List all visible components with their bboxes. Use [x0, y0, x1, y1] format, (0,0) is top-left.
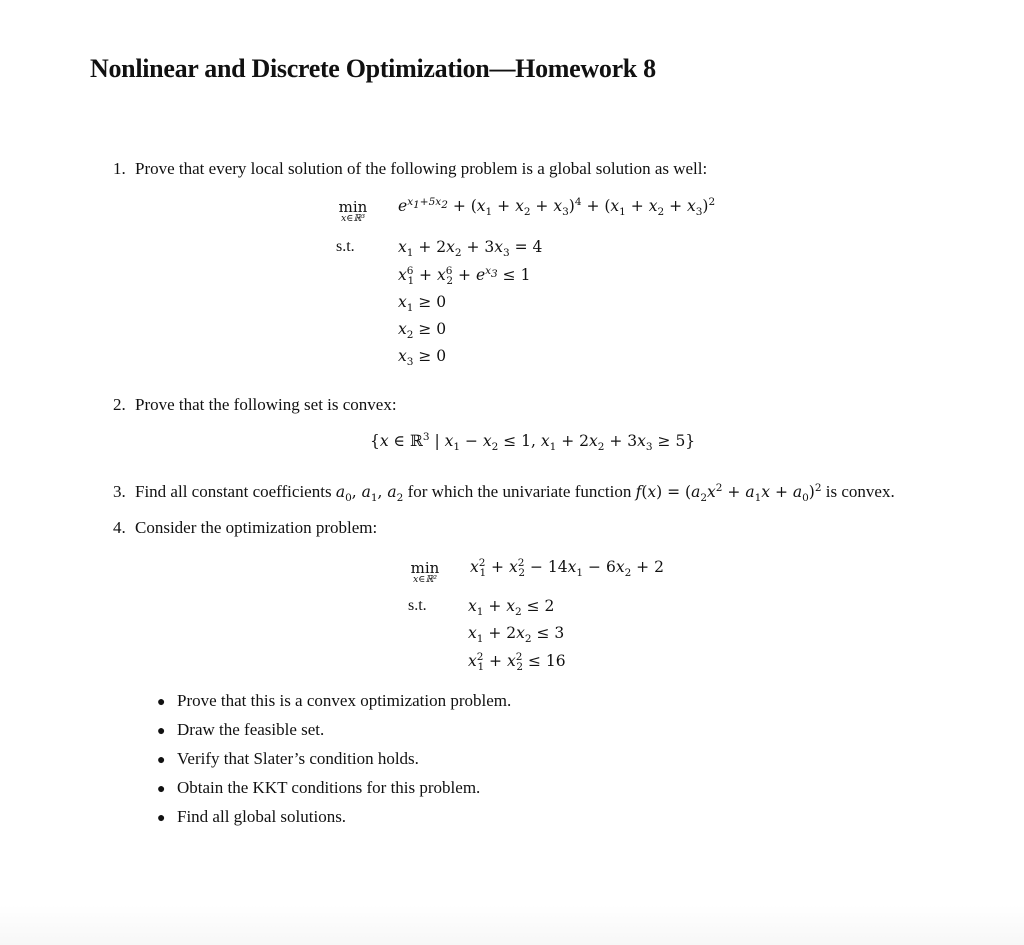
function-expression: $f(x) = (a_2x^2 + a_1x + a_0)^2$	[635, 481, 822, 505]
problem-2-statement	[113, 395, 397, 415]
constraint: $x_3 \ge 0$	[398, 347, 447, 369]
min-label: min	[410, 559, 440, 577]
problem-2-set: {x ∈ ℝ$^3$ | $x_1 - x_2 \le 1$, $x_1 + 2x_2 + 3x_3 \ge 5$}	[370, 430, 696, 454]
problem-4-min-operator	[408, 559, 442, 585]
task-item	[157, 720, 324, 740]
constraint: $x_1 \ge 0$	[398, 293, 447, 315]
problem-text-after: is convex.	[825, 482, 895, 501]
task-text: Draw the feasible set.	[177, 720, 325, 739]
constraint: $x_1 + x_2 \le 2$	[468, 597, 555, 619]
problem-4-objective: $x^2_1 + x^2_2 - 14x_1 - 6x_2 + 2$	[470, 556, 664, 580]
bullet-icon: ●	[157, 724, 166, 739]
task-item	[157, 691, 511, 711]
constraint: $x_2 \ge 0$	[398, 320, 447, 342]
problem-number: 1.	[113, 159, 126, 178]
task-text: Prove that this is a convex optimization problem.	[177, 691, 512, 710]
problem-1-objective: $e^{x_1+5x_2} + (x_1 + x_2 + x_3)^4 + (x_1 + x_2 + x_3)^2$	[398, 195, 716, 219]
constraint: $x_1 + 2x_2 \le 3$	[468, 624, 565, 646]
constraint: $x^2_1 + x^2_2 \le 16$	[468, 650, 566, 674]
problem-1-min-operator	[336, 198, 370, 224]
task-text: Find all global solutions.	[177, 807, 347, 826]
constraint: $x_1 + 2x_2 + 3x_3 = 4$	[398, 238, 543, 260]
problem-4-statement	[113, 518, 377, 538]
problem-text-middle: for which the univariate function	[407, 482, 632, 501]
problem-number: 2.	[113, 395, 126, 414]
problem-text: Consider the optimization problem:	[135, 518, 378, 537]
problem-text: Prove that the following set is convex:	[135, 395, 397, 414]
task-text: Obtain the KKT conditions for this problem.	[177, 778, 481, 797]
bullet-icon: ●	[157, 695, 166, 710]
problem-number: 4.	[113, 518, 126, 537]
coefficients: $a_0$, $a_1$, $a_2$	[335, 483, 404, 505]
subject-to-label: s.t.	[408, 597, 427, 614]
problem-number: 3.	[113, 482, 126, 501]
problem-text: Prove that every local solution of the following problem is a global solution as well:	[135, 159, 708, 178]
bullet-icon: ●	[157, 811, 166, 826]
task-item	[157, 778, 480, 798]
bullet-icon: ●	[157, 753, 166, 768]
page-title: Nonlinear and Discrete Optimization—Homework 8	[90, 54, 656, 83]
bullet-icon: ●	[157, 782, 166, 797]
constraint: $x^6_1 + x^6_2 + e^{x_3} \le 1$	[398, 264, 531, 288]
problem-text-before: Find all constant coefficients	[135, 482, 332, 501]
task-text: Verify that Slater’s condition holds.	[177, 749, 419, 768]
subject-to-label: s.t.	[336, 238, 355, 255]
min-label: min	[338, 198, 368, 216]
problem-1-statement	[113, 159, 707, 179]
min-domain: x∈ℝ²	[412, 574, 438, 585]
problem-3-statement	[113, 481, 895, 505]
task-item	[157, 807, 346, 827]
min-domain: x∈ℝ³	[340, 213, 366, 224]
task-item	[157, 749, 419, 769]
